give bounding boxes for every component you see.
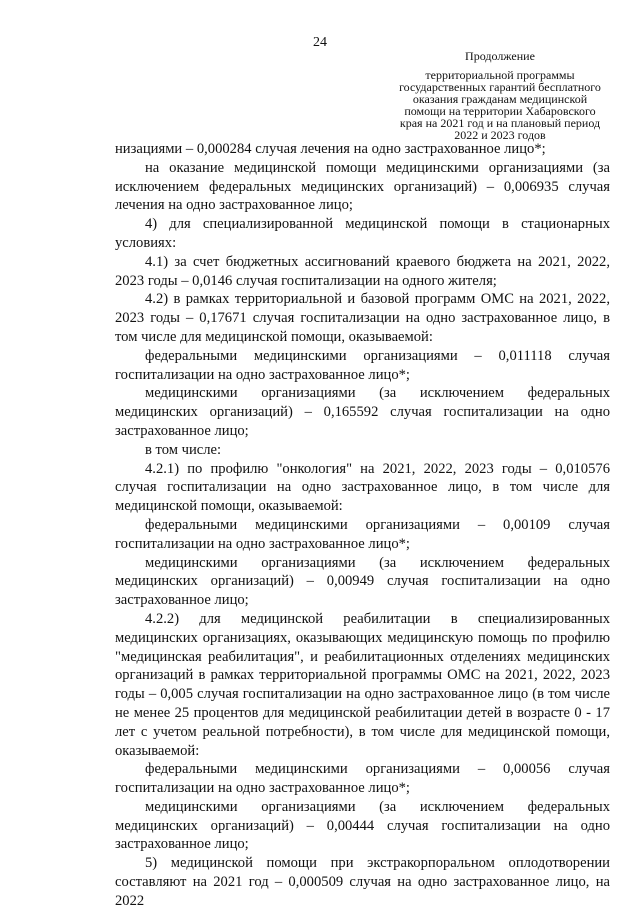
continuation-line: помощи на территории Хабаровского <box>404 104 596 118</box>
paragraph: федеральными медицинскими организациями – 0,00109 случая госпитализации на одно застрахованное лицо*; <box>115 516 610 552</box>
continuation-line: территориальной программы <box>425 68 575 82</box>
document-body <box>115 140 610 911</box>
page-number: 24 <box>313 35 327 50</box>
paragraph: 4.2.2) для медицинской реабилитации в специализированных медицинских организациях, оказывающих медицинскую помощь по профилю "медицинская реабилитация", и реабилитационных отделениях медицинских организаций в рамках территориальной программы ОМС на 2021, 2022, 2023 годы – 0,005 случая госпитализации на одно застрахованное лицо (в том числе не менее 25 процентов для медицинской реабилитации детей в возрасте 0 - 17 лет с учетом реальной потребности), в том числе для медицинской помощи, оказываемой: <box>115 610 610 759</box>
paragraph: федеральными медицинскими организациями – 0,011118 случая госпитализации на одно застрахованное лицо*; <box>115 347 610 383</box>
paragraph: медицинскими организациями (за исключением федеральных медицинских организаций) – 0,00444 случая госпитализации на одно застрахованное лицо; <box>115 798 610 853</box>
continuation-line: государственных гарантий бесплатного <box>399 80 601 94</box>
paragraph: низациями – 0,000284 случая лечения на одно застрахованное лицо*; <box>115 141 546 157</box>
continuation-line: 2022 и 2023 годов <box>454 128 546 142</box>
paragraph: медицинскими организациями (за исключением федеральных медицинских организаций) – 0,00949 случая госпитализации на одно застрахованное лицо; <box>115 554 610 609</box>
paragraph: 4) для специализированной медицинской помощи в стационарных условиях: <box>115 216 610 251</box>
continuation-heading: Продолжение <box>465 49 535 63</box>
paragraph: в том числе: <box>145 441 222 458</box>
continuation-note <box>395 50 605 141</box>
paragraph: 4.2.1) по профилю "онкология" на 2021, 2022, 2023 годы – 0,010576 случая госпитализации на одно застрахованное лицо, в том числе для медицинской помощи, оказываемой: <box>115 460 610 515</box>
paragraph: на оказание медицинской помощи медицинскими организациями (за исключением федеральных медицинских организаций) – 0,006935 случая лечения на одно застрахованное лицо; <box>115 159 610 214</box>
continuation-line: оказания гражданам медицинской <box>412 92 588 106</box>
continuation-line: края на 2021 год и на плановый период <box>399 116 601 130</box>
paragraph: федеральными медицинскими организациями – 0,00056 случая госпитализации на одно застрахованное лицо*; <box>115 761 610 797</box>
paragraph: 4.1) за счет бюджетных ассигнований краевого бюджета на 2021, 2022, 2023 годы – 0,0146 случая госпитализации на одного жителя; <box>115 253 610 289</box>
paragraph: 5) медицинской помощи при экстракорпоральном оплодотворении составляют на 2021 год – 0,000509 случая на одно застрахованное лицо, на 2022 <box>115 855 610 909</box>
paragraph: 4.2) в рамках территориальной и базовой программ ОМС на 2021, 2022, 2023 годы – 0,17671 случая госпитализации на одно застрахованное лицо, в том числе для медицинской помощи, оказываемой: <box>115 291 610 345</box>
paragraph: медицинскими организациями (за исключением федеральных медицинских организаций) – 0,165592 случая госпитализации на одно застрахованное лицо; <box>115 385 610 439</box>
